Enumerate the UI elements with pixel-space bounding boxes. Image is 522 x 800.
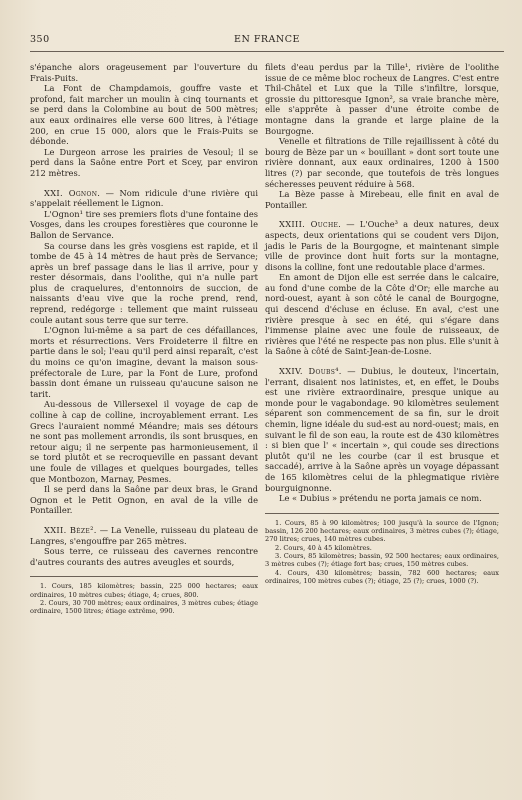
- header-rule: [30, 51, 504, 52]
- section-ognon: [30, 188, 258, 209]
- running-title: EN FRANCE: [234, 34, 300, 45]
- left-column: [30, 62, 258, 616]
- section-text: — La Venelle, ruisseau du plateau de Langres, s'engouffre par 265 mètres.: [30, 524, 259, 546]
- paragraph: Il se perd dans la Saône par deux bras, le Grand Ognon et le Petit Ognon, en aval de la ville de Pontailler.: [30, 484, 258, 516]
- paragraph: Sous terre, ce ruisseau des cavernes rencontre d'autres courants des autres aveugles et sourds,: [30, 546, 258, 567]
- section-title: XXII. Bèze².: [44, 524, 97, 535]
- footnote-rule: [265, 513, 499, 514]
- footnotes-left: [30, 582, 258, 615]
- paragraph: Venelle et filtrations de Tille rejaillissent à côté du bourg de Bèze par un « bouillant » dont sort toute une rivière donnant, aux eaux ordinaires, 1200 à 1500 litres (?) par seconde, que toutefois de très longues sécheresses peuvent réduire à 568.: [265, 136, 499, 189]
- section-doubs: [265, 366, 499, 493]
- section-title: XXIV. Doubs⁴.: [279, 366, 342, 377]
- paragraph: Le Durgeon arrose les prairies de Vesoul; il se perd dans la Saône entre Port et Scey, par environ 212 mètres.: [30, 146, 258, 178]
- footnote: 2. Cours, 30 700 mètres; eaux ordinaires, 3 mètres cubes; étiage ordinaire, 1500 litres; étiage extrême, 990.: [30, 598, 258, 616]
- section-ouche: [265, 219, 499, 272]
- paragraph: s'épanche alors orageusement par l'ouverture du Frais-Puits.: [30, 62, 258, 83]
- section-title: XXI. Ognon.: [44, 187, 101, 198]
- paragraph: Au-dessous de Villersexel il voyage de cap de colline à cap de colline, incroyablement errant. Les Grecs l'auraient nommé Méandre; mais ses détours ne sont pas mollement arrondis, ils sont brusques, en retour aigu; il ne serpente pas harmonieusement, il se tord plutôt et se recroqueville en passant devant une foule de villages et quelques bourgades, telles que Montbozon, Marnay, Pesmes.: [30, 399, 258, 484]
- page-header: [30, 34, 504, 48]
- paragraph: filets d'eau perdus par la Tille¹, rivière de l'oolithe issue de ce même bloc rocheux de Langres. C'est entre Thil-Châtel et Lux que la Tille s'infiltre, lorsque, grossie du pittoresque Ignon², sa vraie branche mère, elle s'apprête à passer d'une étroite combe de montagne dans la grande et large plaine de la Bourgogne.: [265, 62, 499, 136]
- paragraph: La Font de Champdamois, gouffre vaste et profond, fait marcher un moulin à cinq tournants et se perd dans la Colombine au bout de 500 mètres; aux eaux ordinaires elle verse 600 litres, à l'étiage 200, en crue 15 000, alors que le Frais-Puits se débonde.: [30, 83, 258, 147]
- footnote: 3. Cours, 85 kilomètres; bassin, 92 500 hectares; eaux ordinaires, 3 mètres cubes (?); étiage fort bas; crues, 150 mètres cubes.: [265, 551, 499, 569]
- section-text: — Nom ridicule d'une rivière qui s'appelait réellement le Lignon.: [30, 187, 258, 209]
- paragraph: En amont de Dijon elle est serrée dans le calcaire, au fond d'une combe de la Côte d'Or; elle marche au nord-ouest, ayant à son côté le canal de Bourgogne, qui descend d'écluse en écluse. En aval, c'est une rivière presque à sec en été, qui s'égare dans l'immense plaine avec une foule de ruisseaux, de rivières que l'été ne respecte pas non plus. Elle s'unit à la Saône à côté de Saint-Jean-de-Losne.: [265, 272, 499, 357]
- section-text: — L'Ouche³ a deux natures, deux aspects, deux orientations qui se coudent vers Dijon, jadis le Paris de la Bourgogne, et maintenant simple ville de province dont huit forts sur la montagne, disons la colline, font une redoutable place d'armes.: [265, 219, 499, 272]
- section-text: — Dubius, le douteux, l'incertain, l'errant, disaient nos latinistes, et, en effet, le Doubs est une rivière extraordinaire, presque unique au monde pour le vagabondage. 90 kilomètres seulement séparent son commencement de sa fin, sur le droit chemin, ligne idéale du sud-est au nord-ouest; mais, en suivant le fil de son eau, la route est de 430 kilomètres : si bien que l' « incertain », qui coude ses directions plutôt qu'il ne les courbe (car il est brusque et saccadé), arrive à la Saône après un voyage dépassant de 165 kilomètres celui de la phlegmatique rivière bourguignonne.: [265, 366, 500, 493]
- paragraph: La Bèze passe à Mirebeau, elle finit en aval de Pontailler.: [265, 189, 499, 210]
- footnote: 1. Cours, 185 kilomètres; bassin, 225 000 hectares; eaux ordinaires, 10 mètres cubes; étiage, 4; crues, 800.: [30, 582, 258, 599]
- page-number: 350: [30, 34, 50, 45]
- right-column: [265, 62, 499, 585]
- section-beze: [30, 525, 258, 546]
- footnote: 4. Cours, 430 kilomètres; bassin, 782 600 hectares; eaux ordinaires, 100 mètres cubes (?); étiage, 25 (?); crues, 1000 (?).: [265, 568, 499, 585]
- paragraph: L'Ognon lui-même a sa part de ces défaillances, morts et résurrections. Vers Froideterre il filtre en partie dans le sol; l'eau qu'il perd ainsi reparaît, c'est du moins ce qu'on imagine, devant la maison sous-préfectorale de Lure, par la Font de Lure, profond bassin dont émane un ruisseau qu'aucune saison ne tarit.: [30, 325, 258, 399]
- paragraph: Le « Dubius » prétendu ne porta jamais ce nom.: [279, 493, 482, 504]
- footnote-rule: [30, 576, 258, 577]
- footnote: 2. Cours, 40 à 45 kilomètres.: [275, 543, 372, 552]
- paragraph: Sa course dans les grès vosgiens est rapide, et il tombe de 45 à 14 mètres de haut près de Servance; après un bref passage dans le lias il arrive, pour y rester désormais, dans l'oolithe, qui n'a nulle part plus de craquelures, d'entonnoirs de succion, de naissants d'eau vive que la roche prend, rend, reprend, redégorge : tellement que maint ruisseau coule autant sous terre que sur terre.: [30, 240, 258, 325]
- paragraph: L'Ognon¹ tire ses premiers flots d'une fontaine des Vosges, dans les croupes forestières que couronne le Ballon de Servance.: [30, 208, 258, 240]
- section-title: XXIII. Ouche.: [279, 219, 342, 230]
- footnotes-right: [265, 519, 499, 585]
- footnote: 1. Cours, 85 à 90 kilomètres; 100 jusqu'à la source de l'Ignon; bassin, 126 200 hectares; eaux ordinaires, 3 mètres cubes (?); étiage, 270 litres; crues, 140 mètres cubes.: [265, 518, 499, 544]
